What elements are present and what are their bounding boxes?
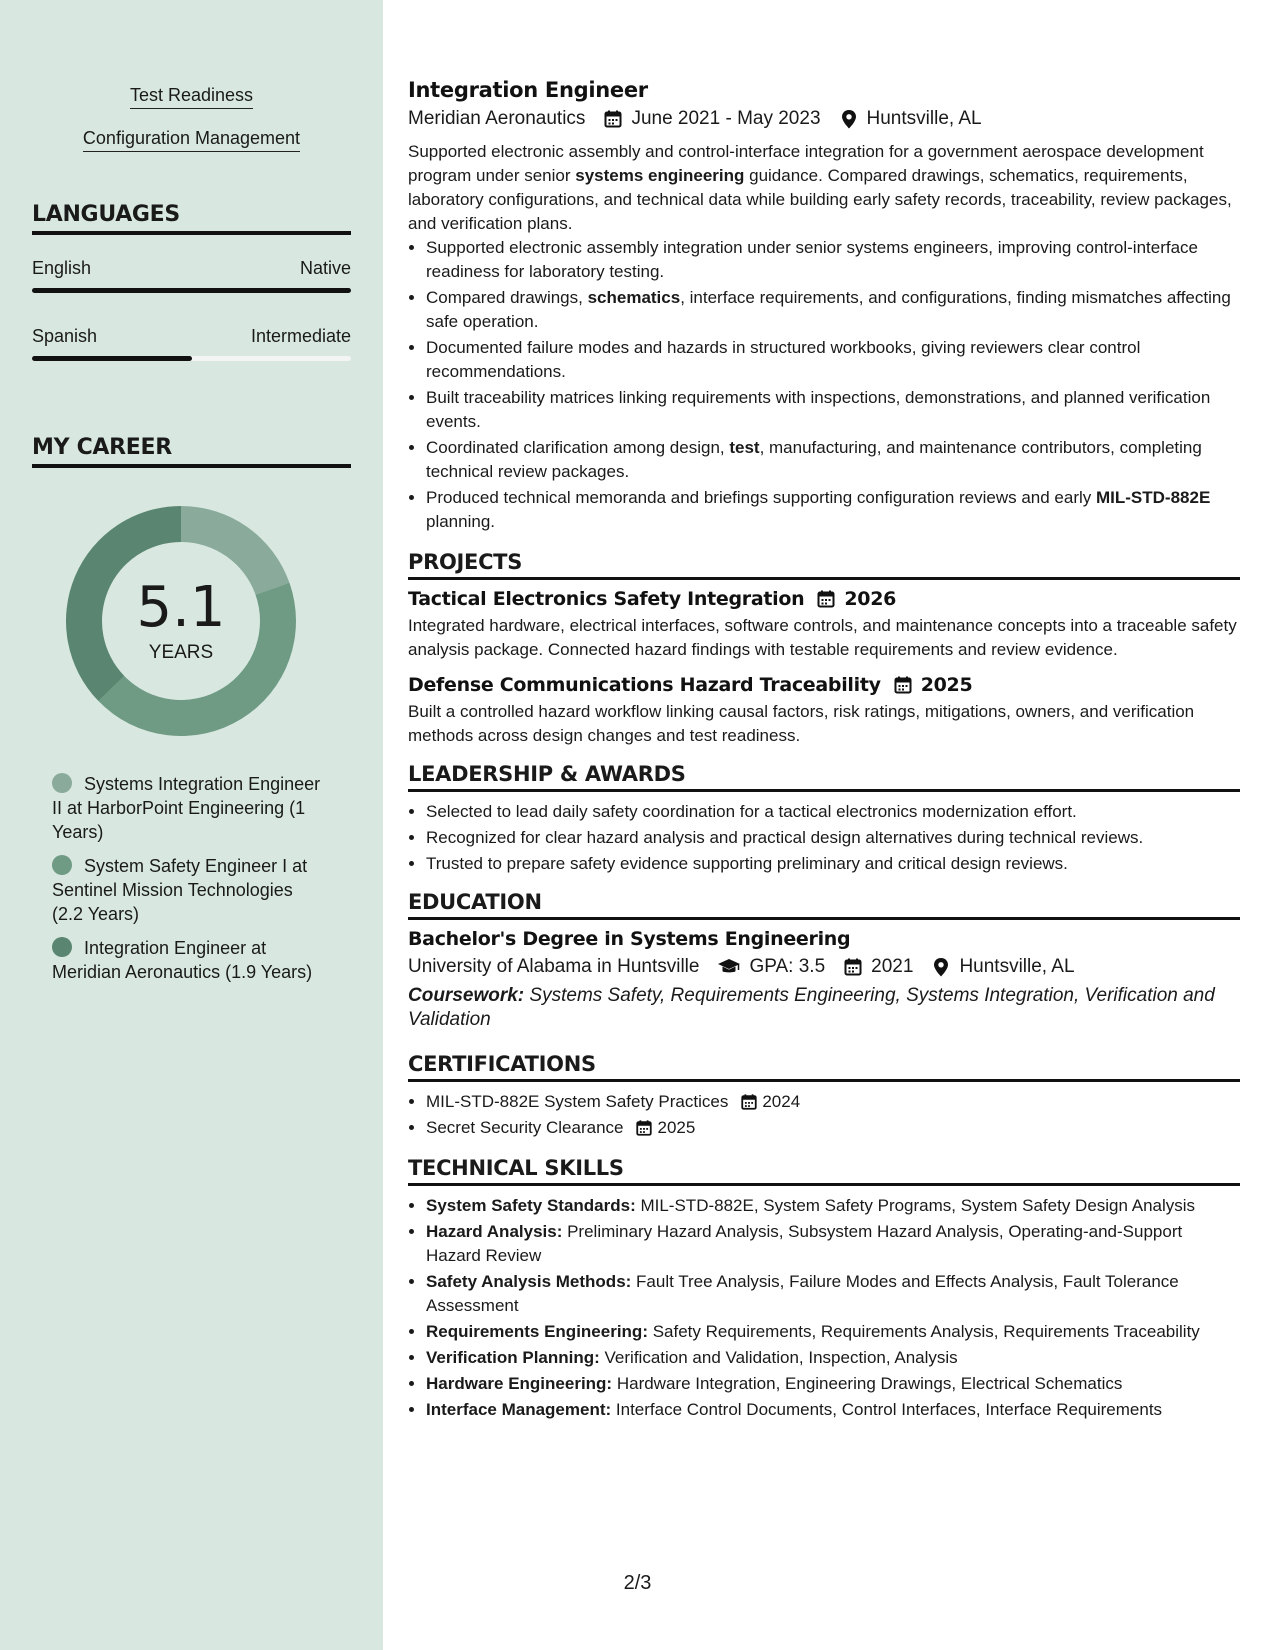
main-content [408, 0, 1240, 1424]
career-legend-item [52, 936, 322, 984]
career-legend-item [52, 772, 322, 844]
calendar-icon [843, 957, 863, 977]
calendar-icon [740, 1093, 758, 1111]
project-description: Built a controlled hazard workflow linking causal factors, risk ratings, mitigations, owners, and verification methods across design changes and test readiness. [408, 702, 1195, 745]
job-title: Integration Engineer [408, 78, 648, 102]
calendar-icon [816, 589, 836, 609]
career-legend-label: System Safety Engineer I at Sentinel Mission Technologies (2.2 Years) [52, 856, 308, 924]
sidebar [0, 0, 383, 1650]
language-name: Spanish [32, 326, 98, 346]
calendar-icon [603, 109, 623, 129]
certifications-title: CERTIFICATIONS [408, 1052, 1240, 1082]
education-year: 2021 [871, 956, 914, 977]
skills-list [408, 1194, 1240, 1422]
education-coursework: Coursework: Systems Safety, Requirements Engineering, Systems Integration, Verification and Validation [408, 985, 1215, 1030]
job-bullets [408, 236, 1240, 534]
project-description: Integrated hardware, electrical interfaces, software controls, and maintenance concepts into a traceable safety analysis package. Connected hazard findings with testable requirements and review evidence. [408, 616, 1237, 659]
language-row [32, 257, 351, 279]
career-legend-label: Systems Integration Engineer II at HarborPoint Engineering (1 Years) [52, 774, 321, 842]
career-title: MY CAREER [32, 435, 351, 468]
job-company: Meridian Aeronautics [408, 108, 586, 129]
map-pin-icon [931, 957, 951, 977]
list-item: • MIL-STD-882E System Safety Practices 2024 [426, 1090, 1240, 1114]
calendar-icon [635, 1119, 653, 1137]
education-degree: Bachelor's Degree in Systems Engineering [408, 928, 851, 950]
calendar-icon [893, 675, 913, 695]
legend-dot [52, 855, 72, 875]
list-item: • Interface Management: Interface Control Documents, Control Interfaces, Interface Requirements [426, 1398, 1240, 1422]
education-school: University of Alabama in Huntsville [408, 956, 700, 977]
list-item: • Trusted to prepare safety evidence supporting preliminary and critical design reviews. [426, 852, 1240, 876]
language-level: Native [299, 258, 351, 278]
list-item: • Compared drawings, schematics, interface requirements, and configurations, finding mismatches affecting safe operation. [426, 286, 1240, 334]
list-item: • Hazard Analysis: Preliminary Hazard Analysis, Subsystem Hazard Analysis, Operating-and-Support Hazard Review [426, 1220, 1240, 1268]
list-item: • Requirements Engineering: Safety Requirements, Requirements Analysis, Requirements Traceability [426, 1320, 1240, 1344]
list-item: • Safety Analysis Methods: Fault Tree Analysis, Failure Modes and Effects Analysis, Fault Tolerance Assessment [426, 1270, 1240, 1318]
language-row [32, 325, 351, 347]
list-item: • Hardware Engineering: Hardware Integration, Engineering Drawings, Electrical Schematics [426, 1372, 1240, 1396]
leadership-list [408, 800, 1240, 876]
education-location: Huntsville, AL [959, 956, 1075, 977]
leadership-title: LEADERSHIP & AWARDS [408, 762, 1240, 792]
job-summary: Supported electronic assembly and control-interface integration for a government aerospace development program under senior systems engineering guidance. Compared drawings, schematics, requirements, laboratory configurations, and technical data while building early safety records, traceability, review packages, and verification plans. [408, 142, 1232, 233]
map-pin-icon [839, 109, 859, 129]
career-total: 5.1 [136, 575, 226, 640]
languages-title: LANGUAGES [32, 202, 351, 235]
job-meta [408, 106, 1240, 132]
list-item: • Supported electronic assembly integration under senior systems engineers, improving control-interface readiness for laboratory testing. [426, 236, 1240, 284]
list-item: • Recognized for clear hazard analysis and practical design alternatives during technical reviews. [426, 826, 1240, 850]
skill-tag[interactable]: Test Readiness [130, 84, 253, 109]
list-item: • Produced technical memoranda and briefings supporting configuration reviews and early MIL-STD-882E planning. [426, 486, 1240, 534]
page-number: 2/3 [623, 1572, 652, 1594]
certifications-list [408, 1090, 1240, 1140]
career-legend-label: Integration Engineer at Meridian Aeronautics (1.9 Years) [52, 938, 313, 982]
list-item: • Verification Planning: Verification and Validation, Inspection, Analysis [426, 1346, 1240, 1370]
list-item: • Secret Security Clearance 2025 [426, 1116, 1240, 1140]
job-dates: June 2021 - May 2023 [631, 108, 821, 129]
education-meta [408, 954, 1240, 980]
career-unit: YEARS [148, 642, 214, 663]
list-item: • Selected to lead daily safety coordination for a tactical electronics modernization effort. [426, 800, 1240, 824]
project-title: Tactical Electronics Safety Integration 2026 [408, 588, 897, 610]
legend-dot [52, 773, 72, 793]
project-title: Defense Communications Hazard Traceability 2025 [408, 674, 973, 696]
graduation-cap-icon [717, 957, 741, 977]
language-name: English [32, 258, 92, 278]
legend-dot [52, 937, 72, 957]
list-item: • System Safety Standards: MIL-STD-882E, System Safety Programs, System Safety Design Analysis [426, 1194, 1240, 1218]
projects-title: PROJECTS [408, 550, 1240, 580]
career-legend [52, 772, 351, 984]
education-title: EDUCATION [408, 890, 1240, 920]
skills-title: TECHNICAL SKILLS [408, 1156, 1240, 1186]
list-item: • Built traceability matrices linking requirements with inspections, demonstrations, and planned verification events. [426, 386, 1240, 434]
career-legend-item [52, 854, 322, 926]
skill-tag[interactable]: Configuration Management [83, 127, 300, 152]
job-location: Huntsville, AL [866, 108, 982, 129]
education-gpa: GPA: 3.5 [749, 956, 826, 977]
career-donut [66, 506, 296, 736]
language-level: Intermediate [250, 326, 351, 346]
list-item: • Coordinated clarification among design, test, manufacturing, and maintenance contributors, completing technical review packages. [426, 436, 1240, 484]
list-item: • Documented failure modes and hazards in structured workbooks, giving reviewers clear control recommendations. [426, 336, 1240, 384]
